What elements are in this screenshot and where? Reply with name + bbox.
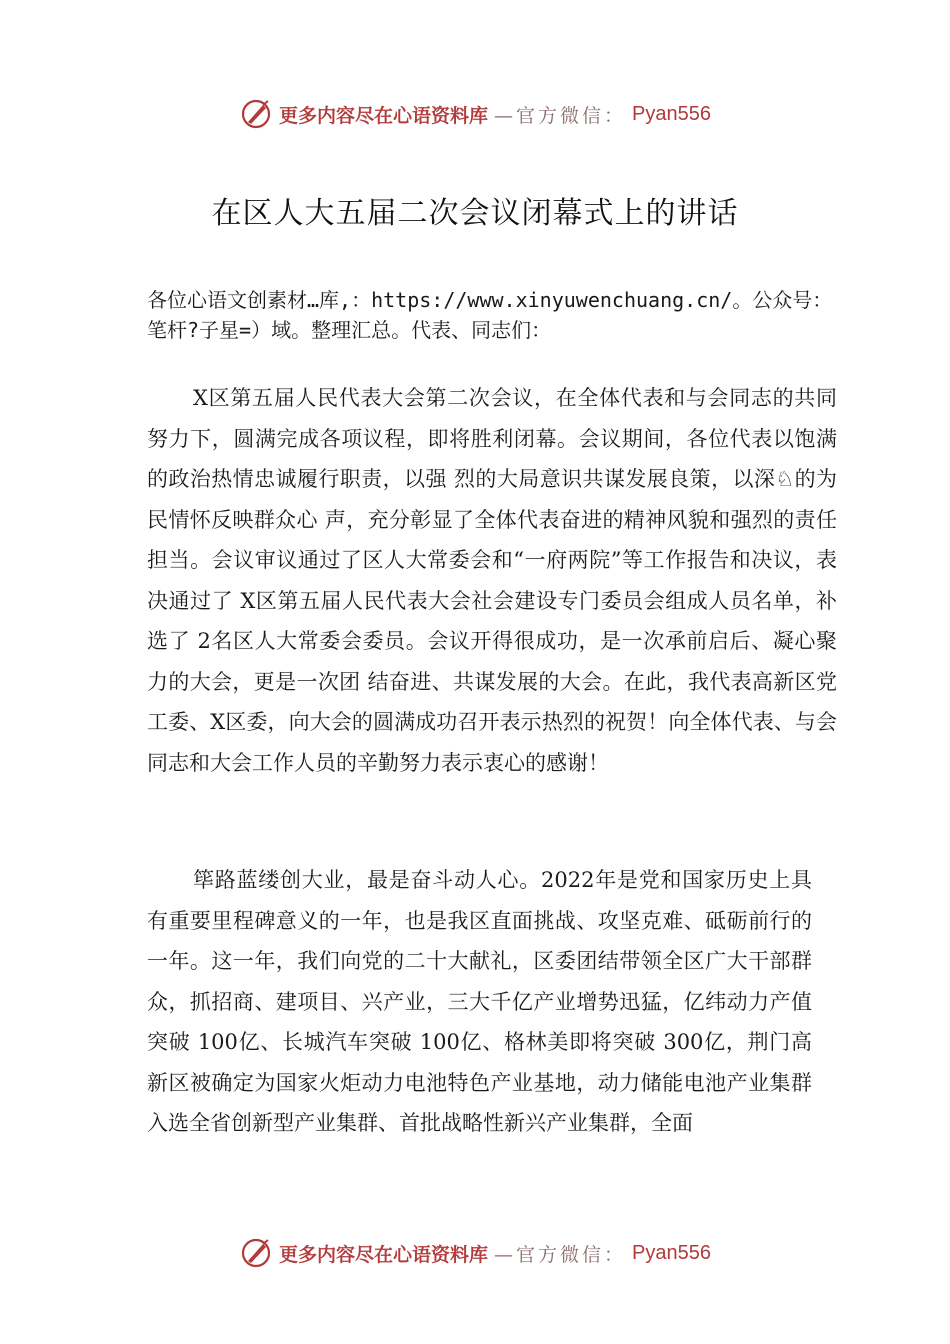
intro-line: 各位心语文创素材…库,：https://www.xinyuwenchuang.cn/。公众号：笔杆?子星=）域。整理汇总。代表、同志们：: [147, 288, 833, 342]
quill-logo-icon: [239, 1236, 273, 1270]
body-paragraph-2: 筚路蓝缕创大业，最是奋斗动人心。2022年是党和国家历史上具有重要里程碑意义的一年，也是我区直面挑战、攻坚克难、砥砺前行的一年。这一年，我们向党的二十大献礼，区委团结带领全区广大干部群众，抓招商、建项目、兴产业，三大千亿产业增势迅猛，亿纬动力产值突破 100亿、长城汽车突破 100亿、格林美即将突破 300亿，荆门高新区被确定为国家火炬动力电池特色产业基地，动力储能电池产业集群入选全省创新型产业集群、首批战略性新兴产业集群，全面: [147, 868, 812, 1135]
banner-wechat-id: Pyan556: [632, 1241, 711, 1264]
banner-separator: —官方微信：: [494, 104, 627, 127]
header-banner: [0, 94, 950, 134]
footer-banner: [0, 1233, 950, 1273]
banner-site-text: 更多内容尽在心语资料库: [279, 104, 489, 127]
banner-site-text: 更多内容尽在心语资料库: [279, 1243, 489, 1266]
body-paragraph-1: X区第五届人民代表大会第二次会议，在全体代表和与会同志的共同努力下，圆满完成各项议程，即将胜利闭幕。会议期间，各位代表以饱满的政治热情忠诚履行职责，以强 烈的大局意识共谋发展良策，以深♘的为民情怀反映群众心 声，充分彰显了全体代表奋进的精神风貌和强烈的责任担当。会议审议通过了区人大常委会和“一府两院”等工作报告和决议，表决通过了 X区第五届人民代表大会社会建设专门委员会组成人员名单，补选了 2名区人大常委会委员。会议开得很成功，是一次承前启后、凝心聚力的大会，更是一次团 结奋进、共谋发展的大会。在此，我代表高新区党工委、X区委，向大会的圆满成功召开表示热烈的祝贺！向全体代表、与会同志和大会工作人员的辛勤努力表示衷心的感谢！: [147, 386, 837, 775]
document-title: 在区人大五届二次会议闭幕式上的讲话: [211, 196, 739, 231]
banner-wechat-id: Pyan556: [632, 102, 711, 125]
quill-logo-icon: [239, 97, 273, 131]
banner-separator: —官方微信：: [494, 1243, 627, 1266]
